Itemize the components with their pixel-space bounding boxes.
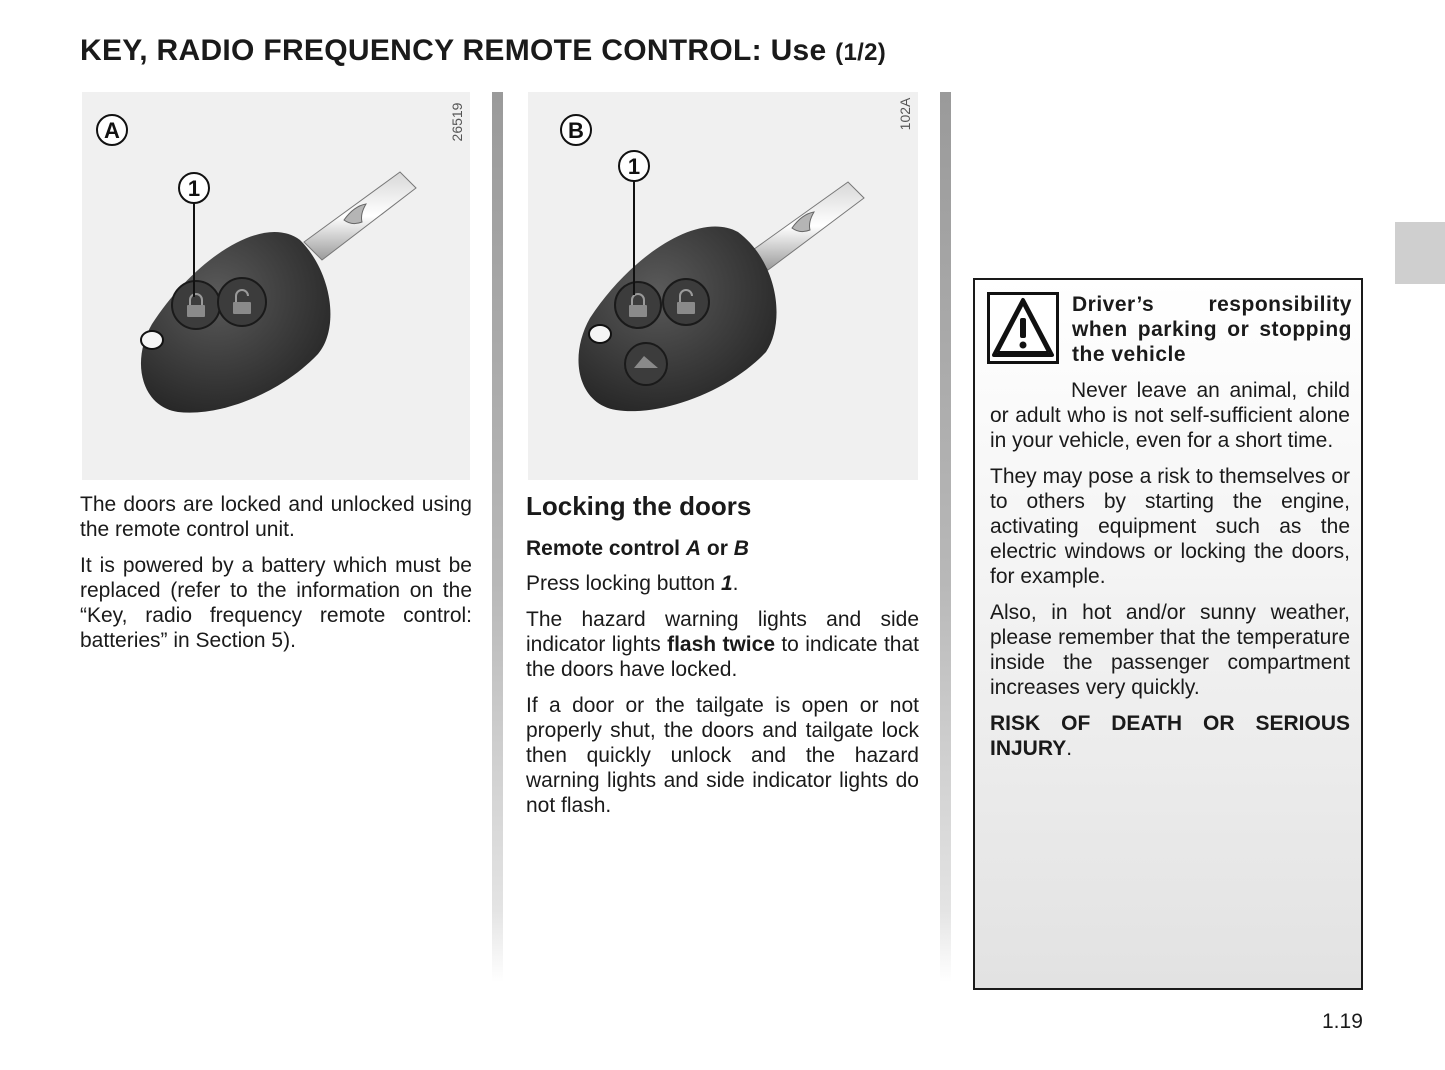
figure-key-a (82, 92, 470, 480)
key-fob (578, 226, 776, 411)
figure-key-b (528, 92, 918, 480)
key-two-button-illustration (82, 92, 470, 480)
key-blade (750, 182, 864, 270)
key-blade (304, 172, 416, 260)
key-ring-hole (141, 331, 163, 349)
figure-letter-badge (97, 115, 127, 145)
column-divider (940, 92, 951, 982)
title-part: (1/2) (835, 39, 887, 66)
key-fob (141, 232, 330, 413)
locking-column (526, 490, 919, 829)
flash-twice-emphasis: flash twice (667, 633, 775, 656)
intro-paragraph: The doors are locked and unlocked using the remote control unit. (80, 493, 472, 541)
title-main: KEY, RADIO FREQUENCY REMOTE CONTROL: Use (80, 34, 827, 67)
press-instruction: Press locking button 1. (526, 572, 739, 595)
hazard-paragraph: The hazard warning lights and side indicator lights flash twice to indicate that the doors have locked. (526, 608, 919, 681)
column-divider (492, 92, 503, 982)
figure-code: 26519 (449, 102, 465, 142)
figure-letter-badge (561, 115, 591, 145)
warning-triangle-icon (987, 292, 1059, 364)
callout-badge (179, 173, 209, 203)
warning-body (990, 378, 1350, 772)
section-tab (1395, 222, 1445, 284)
intro-column (80, 492, 472, 664)
warning-title: Driver’s responsibility when parking or stopping the vehicle (1072, 293, 1352, 366)
key-three-button-illustration (528, 92, 918, 480)
tailgate-paragraph: If a door or the tailgate is open or not properly shut, the doors and tailgate lock then quickly unlock and the hazard warning lights and side indicator lights do not flash. (526, 694, 919, 817)
risk-statement: RISK OF DEATH OR SERIOUS INJURY. (990, 712, 1350, 760)
callout-number: 1 (187, 176, 201, 201)
warning-paragraph: Also, in hot and/or sunny weather, please remember that the temperature inside the passenger compartment increases very quickly. (990, 601, 1350, 699)
figure-code: 102A (897, 97, 913, 131)
callout-badge (619, 151, 649, 181)
warning-box (973, 278, 1363, 990)
figure-letter: A (104, 118, 120, 143)
key-ring-hole (589, 325, 611, 343)
figure-letter: B (568, 118, 584, 143)
remote-control-subheading: Remote control A or B (526, 537, 749, 560)
warning-paragraph: Never leave an animal, child or adult who is not self-sufficient alone in your vehicle, even for a short time. (990, 379, 1350, 452)
section-heading: Locking the doors (526, 491, 752, 521)
warning-paragraph: They may pose a risk to themselves or to others by starting the engine, activating equipment such as the electric windows or locking the doors, for example. (990, 465, 1350, 588)
battery-paragraph: It is powered by a battery which must be replaced (refer to the information on the “Key, radio frequency remote control: batteries” in Section 5). (80, 554, 472, 652)
page-title (80, 34, 886, 68)
page-number: 1.19 (1322, 1010, 1363, 1033)
callout-number: 1 (627, 154, 641, 179)
